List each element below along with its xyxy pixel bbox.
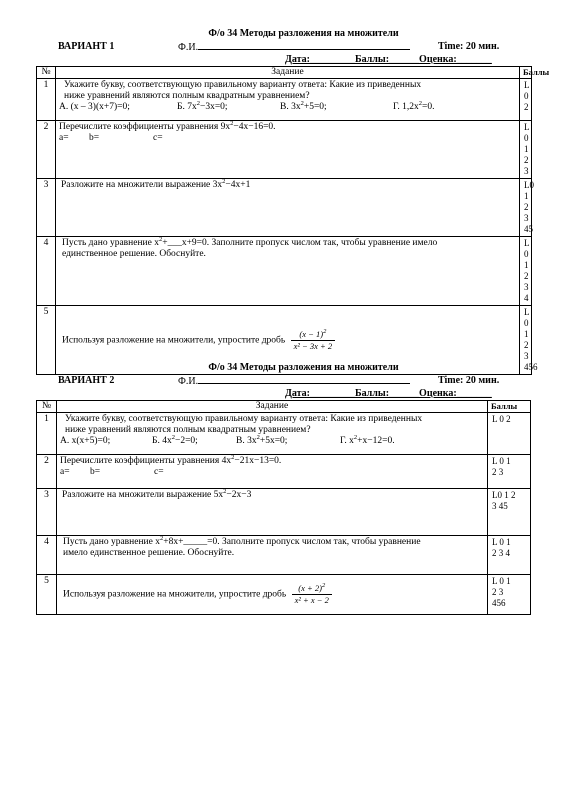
col-header-score: Баллы bbox=[488, 401, 531, 413]
table-row bbox=[37, 413, 531, 455]
score-options: L 0 1 2 3 456 bbox=[520, 306, 532, 375]
task-text-line: ниже уравнений являются полным квадратным уравнением? bbox=[64, 91, 310, 101]
score-options: L0 1 2 3 45 bbox=[488, 489, 531, 536]
option-a: А. x(x+5)=0; bbox=[60, 436, 111, 446]
task-text: Перечислите коэффициенты уравнения $9x^2-4x-16=0$. a= b= c= bbox=[56, 121, 520, 179]
option-d: Г. $x^2+x-12=0$. bbox=[340, 433, 395, 446]
table-row bbox=[37, 575, 531, 615]
header-row bbox=[36, 40, 531, 53]
row-number: 5 bbox=[37, 575, 57, 615]
time-limit: Time: 20 мин. bbox=[438, 41, 500, 52]
task-text: Пусть дано уравнение $x^2+8x+\_\_\_\_\_=0$. Заполните пропуск числом так, чтобы уравнение имело единственное решение. Обоснуйте. bbox=[57, 536, 488, 575]
row-number: 1 bbox=[37, 79, 56, 121]
fraction-denominator: x² + x − 2 bbox=[294, 595, 329, 605]
worksheet-title: Ф/о 34 Методы разложения на множители bbox=[208, 28, 399, 39]
task-text-line: Укажите букву, соответствующую правильному варианту ответа: Какие из приведенных bbox=[65, 414, 423, 424]
table-row bbox=[37, 455, 531, 489]
task-text: Разложите на множители выражение $5x^2-2x-3$ bbox=[57, 489, 488, 536]
fraction-numerator: $(x + 2)^2$ bbox=[292, 583, 332, 595]
task-text: Пусть дано уравнение $x^2+\_\_\_x+9=0$. Заполните пропуск числом так, чтобы уравнение имело единственное решение. Обоснуйте. bbox=[56, 237, 520, 306]
option-d: Г. $1,2x^2=0$. bbox=[393, 99, 435, 112]
task-text bbox=[57, 413, 488, 455]
score-options: L 0 1 2 3 4 bbox=[520, 237, 532, 306]
col-header-num: № bbox=[37, 401, 57, 413]
fraction-expression bbox=[292, 583, 332, 606]
option-c: В. $3x^2+5=0$; bbox=[280, 99, 327, 112]
score-options: L 0 2 bbox=[520, 79, 532, 121]
coef-a-label: a= bbox=[60, 467, 70, 477]
table-row bbox=[37, 489, 531, 536]
name-field bbox=[178, 40, 410, 54]
coef-b-label: b= bbox=[90, 467, 101, 477]
option-b: Б. $4x^2-2=0$; bbox=[152, 433, 198, 446]
coef-c-label: c= bbox=[154, 467, 164, 477]
coef-b-label: b= bbox=[89, 133, 100, 143]
name-label: Ф.И. bbox=[178, 376, 199, 387]
table-row bbox=[37, 179, 532, 237]
task-text: Используя разложение на множители, упростите дробь $\frac{(x + 2)^2}{\text{x² + x − 2}}$ bbox=[57, 575, 488, 615]
task-table bbox=[36, 66, 550, 375]
task-text: Разложите на множители выражение $3x^2-4x+1$ bbox=[56, 179, 520, 237]
row-number: 2 bbox=[37, 121, 56, 179]
date-score-grade: Дата:_________Баллы:______Оценка:_______ bbox=[285, 54, 492, 65]
col-header-num: № bbox=[37, 67, 56, 79]
task-table bbox=[36, 400, 531, 615]
row-number: 2 bbox=[37, 455, 57, 489]
col-header-task: Задание bbox=[56, 67, 520, 79]
name-field bbox=[178, 374, 410, 388]
row-number: 5 bbox=[37, 306, 56, 375]
row-number: 3 bbox=[37, 179, 56, 237]
variant-label: ВАРИАНТ 1 bbox=[58, 41, 115, 52]
task-text-line: ниже уравнений являются полным квадратным уравнением? bbox=[65, 425, 311, 435]
time-limit: Time: 20 мин. bbox=[438, 375, 500, 386]
table-row bbox=[37, 79, 532, 121]
fraction-numerator: $(x - 1)^2$ bbox=[291, 329, 336, 341]
worksheet-title: Ф/о 34 Методы разложения на множители bbox=[208, 362, 399, 373]
col-header-task: Задание bbox=[57, 401, 488, 413]
row-number: 4 bbox=[37, 536, 57, 575]
variant-1-section bbox=[36, 27, 550, 375]
row-number: 3 bbox=[37, 489, 57, 536]
meta-row bbox=[36, 387, 531, 400]
variant-label: ВАРИАНТ 2 bbox=[58, 375, 115, 386]
coef-a-label: a= bbox=[59, 133, 69, 143]
name-blank-line bbox=[198, 374, 410, 384]
option-c: В. $3x^2+5x=0$; bbox=[236, 433, 288, 446]
table-row bbox=[37, 237, 532, 306]
score-options: L 0 2 bbox=[488, 413, 531, 455]
table-row bbox=[37, 121, 532, 179]
fraction-expression bbox=[291, 329, 336, 352]
table-row bbox=[37, 536, 531, 575]
score-options: L 0 1 2 3 456 bbox=[488, 575, 531, 615]
row-number: 1 bbox=[37, 413, 57, 455]
score-options: L 0 1 2 3 bbox=[520, 121, 532, 179]
name-label: Ф.И. bbox=[178, 42, 199, 53]
variant-2-section bbox=[36, 361, 531, 615]
task-text bbox=[56, 79, 520, 121]
meta-row bbox=[36, 53, 531, 66]
col-header-score: Баллы bbox=[520, 67, 532, 79]
fraction-denominator: x² − 3x + 2 bbox=[293, 340, 333, 351]
name-blank-line bbox=[198, 40, 410, 50]
coef-c-label: c= bbox=[153, 133, 163, 143]
header-row bbox=[36, 374, 531, 387]
option-a: А. (x – 3)(x+7)=0; bbox=[59, 102, 130, 112]
task-text-line: Укажите букву, соответствующую правильному варианту ответа: Какие из приведенных bbox=[64, 80, 422, 90]
task-text: Перечислите коэффициенты уравнения $4x^2-21x-13=0$. a= b= c= bbox=[57, 455, 488, 489]
date-score-grade: Дата:_________Баллы:______Оценка:_______ bbox=[285, 388, 492, 399]
score-options: L0 1 2 3 45 bbox=[520, 179, 532, 237]
option-b: Б. $7x^2-3x=0$; bbox=[177, 99, 228, 112]
score-options: L 0 1 2 3 4 bbox=[488, 536, 531, 575]
task-text: Используя разложение на множители, упростите дробь $\frac{(x - 1)^2}{\text{x² − 3x + 2}}$ bbox=[56, 306, 520, 375]
score-options: L 0 1 2 3 bbox=[488, 455, 531, 489]
row-number: 4 bbox=[37, 237, 56, 306]
